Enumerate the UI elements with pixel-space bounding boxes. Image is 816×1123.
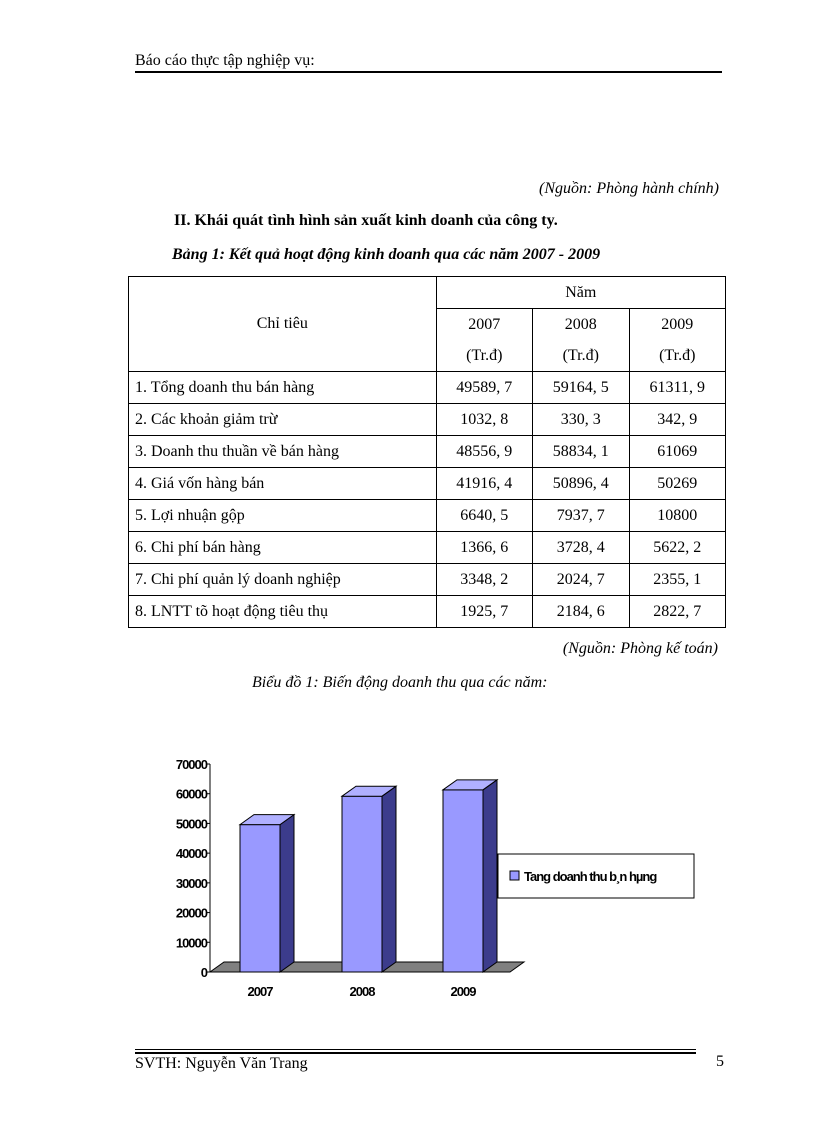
chart-title: Biểu đồ 1: Biến động doanh thu qua các năm:: [252, 674, 548, 691]
row-value: 2355, 1: [629, 564, 726, 596]
table-row: [129, 468, 726, 500]
x-tick-label: 2009: [450, 984, 476, 999]
footer-rule: [135, 1052, 696, 1054]
section-title: II. Khái quát tình hình sản xuất kinh doanh của công ty.: [174, 212, 558, 229]
y-tick-label: 70000: [175, 757, 207, 772]
footer-rule: [135, 1049, 696, 1050]
row-value: 61069: [629, 436, 726, 468]
bar: [342, 796, 382, 972]
row-value: 10800: [629, 500, 726, 532]
row-value: 1366, 6: [436, 532, 532, 564]
row-value: 2184, 6: [533, 596, 629, 628]
row-value: 342, 9: [629, 404, 726, 436]
running-header: Báo cáo thực tập nghiệp vụ:: [135, 52, 315, 69]
y-tick-label: 20000: [175, 905, 207, 921]
row-label: 8. LNTT tõ hoạt động tiêu thụ: [129, 596, 437, 628]
table-row: [129, 436, 726, 468]
table-row: [129, 532, 726, 564]
table-header-unit: (Tr.đ): [629, 340, 726, 372]
row-label: 5. Lợi nhuận gộp: [129, 500, 437, 532]
table-row: [129, 500, 726, 532]
row-value: 3728, 4: [533, 532, 629, 564]
revenue-bar-chart: [160, 750, 720, 1010]
row-value: 50896, 4: [533, 468, 629, 500]
table-header-year-group: Năm: [436, 277, 725, 309]
row-value: 48556, 9: [436, 436, 532, 468]
row-value: 3348, 2: [436, 564, 532, 596]
table-header-indicator: Chỉ tiêu: [129, 277, 437, 372]
row-value: 49589, 7: [436, 372, 532, 404]
legend-label: Tang doanh thu b¸n hµng: [524, 869, 657, 884]
table-header-year: 2009: [629, 309, 726, 341]
row-label: 7. Chi phí quản lý doanh nghiệp: [129, 564, 437, 596]
row-label: 2. Các khoản giảm trừ: [129, 404, 437, 436]
row-value: 330, 3: [533, 404, 629, 436]
page-number: 5: [716, 1053, 724, 1070]
bar: [240, 825, 280, 972]
source-note-top: (Nguồn: Phòng hành chính): [539, 180, 719, 197]
row-value: 6640, 5: [436, 500, 532, 532]
y-tick-label: 10000: [175, 935, 207, 951]
footer-author: SVTH: Nguyễn Văn Trang: [135, 1055, 308, 1072]
y-tick-label: 30000: [175, 875, 207, 891]
bar-side: [483, 780, 497, 972]
header-rule: [135, 71, 722, 73]
bar-side: [382, 786, 396, 972]
x-tick-label: 2008: [349, 984, 375, 999]
y-tick-label: 50000: [175, 816, 207, 832]
y-tick-label: 60000: [175, 786, 207, 802]
row-value: 41916, 4: [436, 468, 532, 500]
y-tick-label: 40000: [175, 846, 207, 862]
legend-swatch: [510, 871, 519, 880]
row-label: 3. Doanh thu thuần về bán hàng: [129, 436, 437, 468]
y-tick-label: 0: [200, 965, 207, 980]
row-value: 7937, 7: [533, 500, 629, 532]
table-row: [129, 596, 726, 628]
row-value: 58834, 1: [533, 436, 629, 468]
row-value: 59164, 5: [533, 372, 629, 404]
row-label: 1. Tổng doanh thu bán hàng: [129, 372, 437, 404]
row-value: 5622, 2: [629, 532, 726, 564]
bar: [443, 790, 483, 972]
row-value: 1032, 8: [436, 404, 532, 436]
table-row: [129, 404, 726, 436]
row-value: 61311, 9: [629, 372, 726, 404]
table-row: [129, 372, 726, 404]
row-label: 4. Giá vốn hàng bán: [129, 468, 437, 500]
table-title: Bảng 1: Kết quả hoạt động kinh doanh qua các năm 2007 - 2009: [172, 246, 601, 263]
source-note-bottom: (Nguồn: Phòng kế toán): [562, 640, 718, 657]
table-header-year: 2007: [436, 309, 532, 341]
x-tick-label: 2007: [247, 984, 273, 999]
table-header-unit: (Tr.đ): [436, 340, 532, 372]
bar-side: [280, 815, 294, 972]
table-header-unit: (Tr.đ): [533, 340, 629, 372]
row-label: 6. Chi phí bán hàng: [129, 532, 437, 564]
table-header-year: 2008: [533, 309, 629, 341]
results-table: [128, 276, 726, 628]
row-value: 1925, 7: [436, 596, 532, 628]
row-value: 50269: [629, 468, 726, 500]
table-row: [129, 564, 726, 596]
row-value: 2024, 7: [533, 564, 629, 596]
row-value: 2822, 7: [629, 596, 726, 628]
